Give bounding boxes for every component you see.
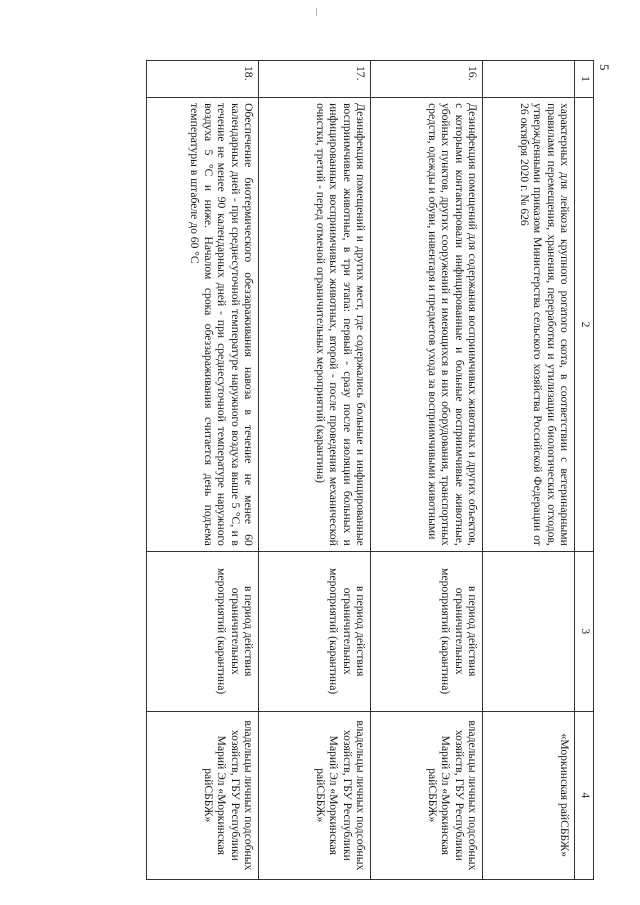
responsible-text: владельцы личных подсобных хозяйств, ГБУ Республики Марий Эл «Моркинская райСББЖ» [259,711,371,879]
header-col-1: 1 [575,61,594,98]
table-row [147,61,259,880]
table-row [371,61,483,880]
measure-text: Обеспечение биотермического обеззараживания навоза в течение не менее 60 календарных дней - при среднесуточной температуре наружного воздуха выше 5 °С, и в течение не менее 90 календарных дней - при среднесуточной температуре наружного воздуха 5 °С и ниже. Началом срока обеззараживания считается день подъема температуры в штабеле до 60 °С [147,98,259,552]
period-text [483,551,575,711]
row-number: 16. [371,61,483,98]
measure-text: характерных для лейкоза крупного рогатого скота, в соответствии с ветеринарными правилами перемещения, хранения, переработки и утилизации биологических отходов, утвержденными приказом Министерства сельского хозяйства Российской Федерации от 26 октября 2020 г. № 626 [483,98,575,552]
period-text: в период действия ограничительных мероприятий (карантина) [147,551,259,711]
scan-mark [316,8,317,16]
rotated-table-container [46,60,594,880]
table-row [259,61,371,880]
period-text: в период действия ограничительных мероприятий (карантина) [259,551,371,711]
responsible-text: «Моркинская райСББЖ» [483,711,575,879]
table-header-row [575,61,594,880]
row-number [483,61,575,98]
header-col-2: 2 [575,98,594,552]
page-number: 5 [597,64,612,71]
row-number: 17. [259,61,371,98]
responsible-text: владельцы личных подсобных хозяйств, ГБУ Республики Марий Эл «Моркинская райСББЖ» [371,711,483,879]
measure-text: Дезинфекция помещений и других мест, где содержались больные и инфицированные восприимчивые животные, в три этапа: первый - сразу после изоляции больных и инфицированных восприимчивых животных, второй - после проведения механической очистки, третий - перед отменой ограничительных мероприятий (карантина) [259,98,371,552]
measures-table [146,60,594,880]
header-col-3: 3 [575,551,594,711]
measure-text: Дезинфекция помещений для содержания восприимчивых животных и других объектов, с которыми контактировали инфицированные и больные восприимчивые животные, убойных пунктов, других сооружений и имеющихся в них оборудования, транспортных средств, одежды и обуви, инвентаря и предметов ухода за восприимчивыми животными [371,98,483,552]
period-text: в период действия ограничительных мероприятий (карантина) [371,551,483,711]
header-col-4: 4 [575,711,594,879]
row-number: 18. [147,61,259,98]
responsible-text: владельцы личных подсобных хозяйств, ГБУ Республики Марий Эл «Моркинская райСББЖ» [147,711,259,879]
table-row [483,61,575,880]
